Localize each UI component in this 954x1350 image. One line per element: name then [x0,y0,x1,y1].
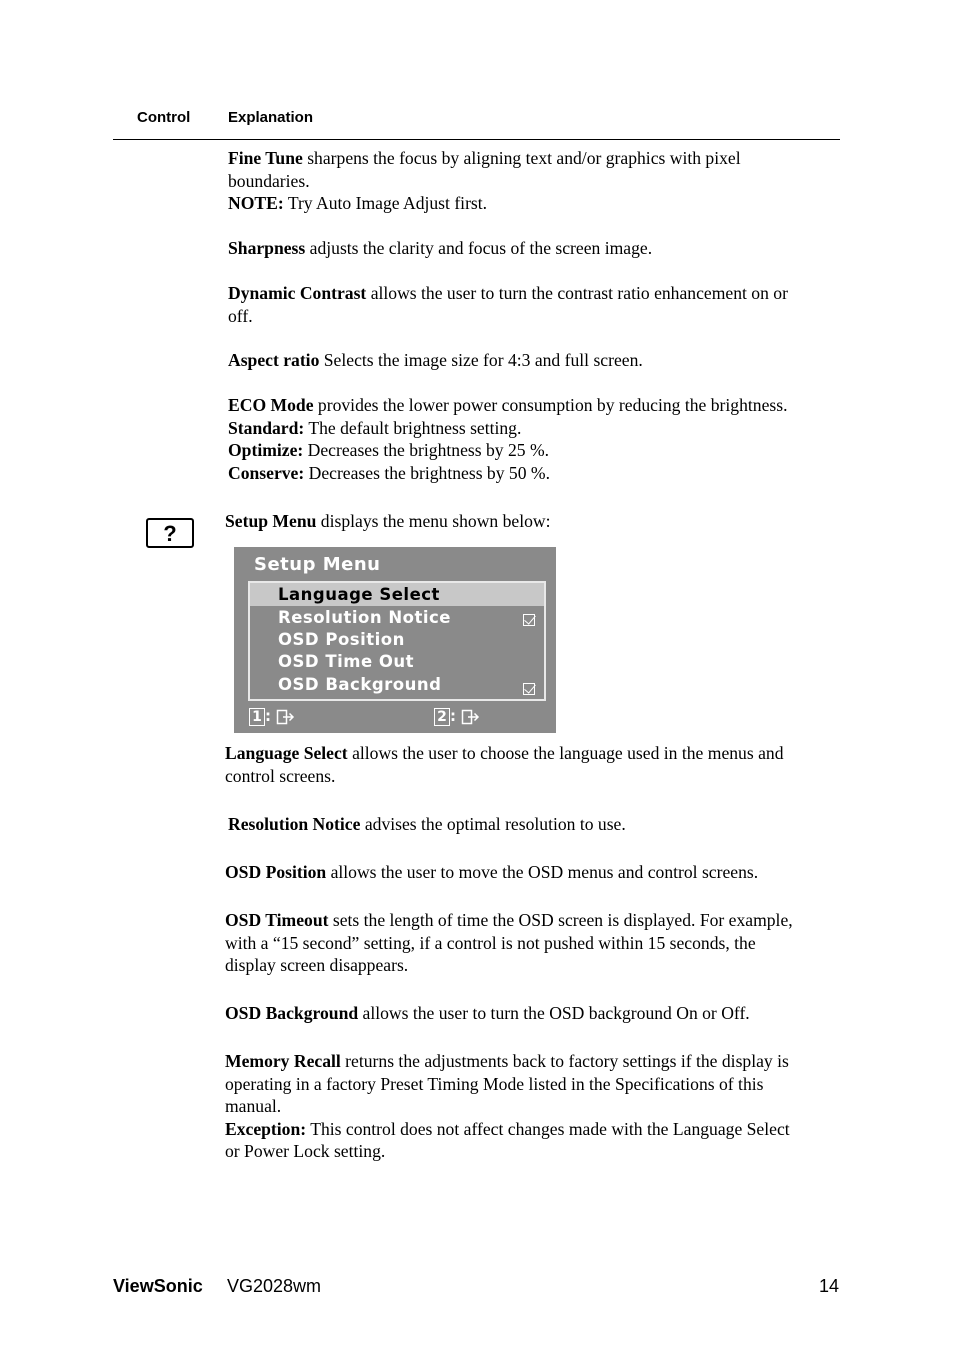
osd-position-paragraph: OSD Position allows the user to move the OSD menus and control screens. [225,862,759,882]
osd-item-osd-background: OSD Background [278,675,442,694]
exit-icon [461,709,481,725]
fine-tune-paragraph: Fine Tune sharpens the focus by aligning text and/or graphics with pixel boundaries. NOTE: Try Auto Image Adjust first. [228,148,741,214]
osd-item-osd-time-out: OSD Time Out [278,652,415,671]
memory-recall-paragraph: Memory Recall returns the adjustments back to factory settings if the display is operating in a factory Preset Timing Mode listed in the Specifications of this manual. Exception: This control does not affect changes made with the Language Select or Power Lock setting. [225,1051,790,1162]
osd-item-osd-position: OSD Position [278,630,405,649]
osd-footer-button-2: 2 : [434,707,481,726]
setup-menu-osd-screenshot [234,547,556,733]
dynamic-contrast-paragraph: Dynamic Contrast allows the user to turn the contrast ratio enhancement on or off. [228,283,788,326]
setup-menu-paragraph: Setup Menu displays the menu shown below: [225,511,551,531]
osd-background-paragraph: OSD Background allows the user to turn the OSD background On or Off. [225,1003,750,1023]
exit-icon [276,709,296,725]
footer-brand: ViewSonic [113,1276,203,1296]
footer-model: VG2028wm [227,1276,322,1296]
osd-title: Setup Menu [254,554,381,575]
resolution-notice-paragraph: Resolution Notice advises the optimal resolution to use. [228,814,626,834]
header-divider [113,139,840,140]
column-header-control: Control [137,109,191,126]
checkbox-icon [523,683,535,695]
checkbox-icon [523,614,535,626]
eco-mode-paragraph: ECO Mode provides the lower power consumption by reducing the brightness. Standard: The default brightness setting. Optimize: Decreases the brightness by 25 %. Conserve: Decreases the brightness by 50 %. [228,395,788,483]
column-header-explanation: Explanation [228,109,314,126]
osd-item-language-select: Language Select [278,585,440,604]
osd-item-resolution-notice: Resolution Notice [278,608,451,627]
osd-menu-list [248,581,546,701]
aspect-ratio-paragraph: Aspect ratio Selects the image size for 4:3 and full screen. [228,350,643,370]
page-number: 14 [819,1276,840,1296]
sharpness-paragraph: Sharpness adjusts the clarity and focus of the screen image. [228,238,653,258]
osd-footer-button-1: 1 : [249,707,296,726]
osd-timeout-paragraph: OSD Timeout sets the length of time the OSD screen is displayed. For example, with a “15 second” setting, if a control is not pushed within 15 seconds, the display screen disappears. [225,910,793,976]
language-select-paragraph: Language Select allows the user to choose the language used in the menus and control screens. [225,743,784,786]
question-mark-icon: ? [146,518,194,548]
